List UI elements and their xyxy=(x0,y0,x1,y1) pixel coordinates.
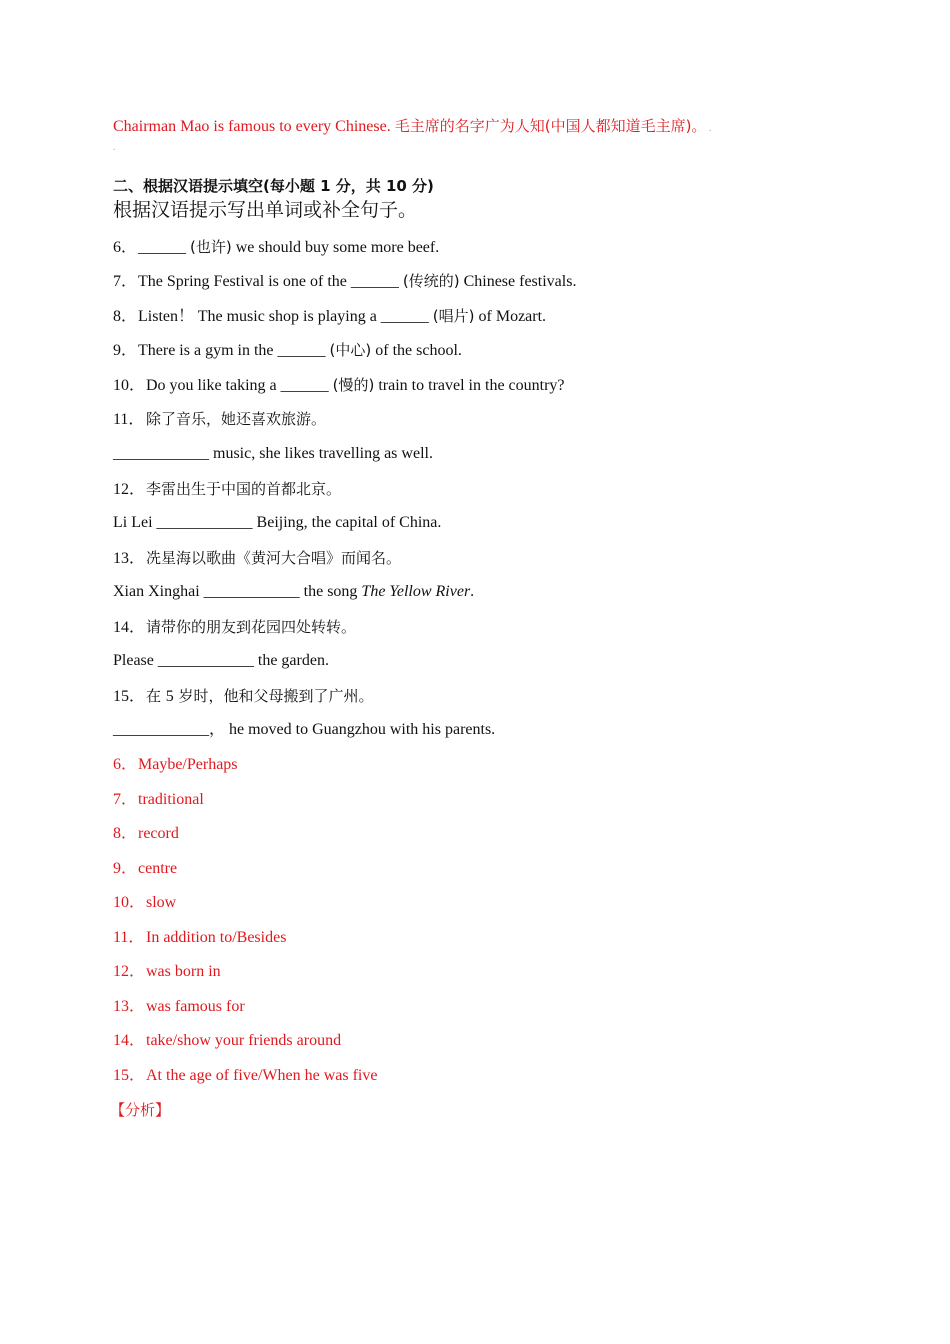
question-7: 7．The Spring Festival is one of the ______ (传统的) Chinese festivals. xyxy=(113,272,577,290)
section-instruction: 根据汉语提示写出单词或补全句子。 xyxy=(113,199,418,221)
question-6: 6．______ (也许) we should buy some more beef. xyxy=(113,238,440,256)
answer-15: 15．At the age of five/When he was five xyxy=(113,1067,378,1084)
question-11-en: ____________ music, she likes travelling as well. xyxy=(113,445,433,462)
question-10: 10．Do you like taking a ______ (慢的) train to travel in the country? xyxy=(113,376,565,394)
question-15-en: ____________， he moved to Guangzhou with his parents. xyxy=(113,721,496,738)
question-14-en: Please ____________ the garden. xyxy=(113,652,329,669)
question-12-zh: 12．李雷出生于中国的首都北京。 xyxy=(113,480,342,498)
answer-11: 11．In addition to/Besides xyxy=(113,929,287,946)
intro-en: Chairman Mao is famous to every Chinese. xyxy=(113,118,391,135)
question-14-zh: 14．请带你的朋友到花园四处转转。 xyxy=(113,618,357,636)
question-8: 8．Listen！ The music shop is playing a ______ (唱片) of Mozart. xyxy=(113,307,547,325)
question-9: 9．There is a gym in the ______ (中心) of the school. xyxy=(113,341,462,359)
answer-13: 13．was famous for xyxy=(113,998,245,1015)
answer-6: 6．Maybe/Perhaps xyxy=(113,756,238,773)
question-13-en: Xian Xinghai ____________ the song The Yellow River. xyxy=(113,583,475,600)
answer-10: 10．slow xyxy=(113,894,177,911)
paragraph-mark: . xyxy=(113,142,116,153)
question-13-zh: 13．冼星海以歌曲《黄河大合唱》而闻名。 xyxy=(113,549,402,567)
answer-14: 14．take/show your friends around xyxy=(113,1032,342,1049)
question-15-zh: 15．在 5 岁时，他和父母搬到了广州。 xyxy=(113,687,374,705)
intro-zh: 毛主席的名字广为人知(中国人都知道毛主席)。 xyxy=(394,117,707,135)
answer-8: 8．record xyxy=(113,825,179,842)
answer-9: 9．centre xyxy=(113,860,178,877)
answer-7: 7．traditional xyxy=(113,791,204,808)
intro-line: Chairman Mao is famous to every Chinese. 毛主席的名字广为人知(中国人都知道毛主席)。 . xyxy=(113,117,712,135)
question-12-en: Li Lei ____________ Beijing, the capital of China. xyxy=(113,514,442,531)
answer-12: 12．was born in xyxy=(113,963,221,980)
section-title: 二、根据汉语提示填空(每小题 1 分，共 10 分) xyxy=(113,177,434,195)
analysis-label: 【分析】 xyxy=(110,1101,171,1119)
question-11-zh: 11． 除了音乐，她还喜欢旅游。 xyxy=(113,410,327,428)
